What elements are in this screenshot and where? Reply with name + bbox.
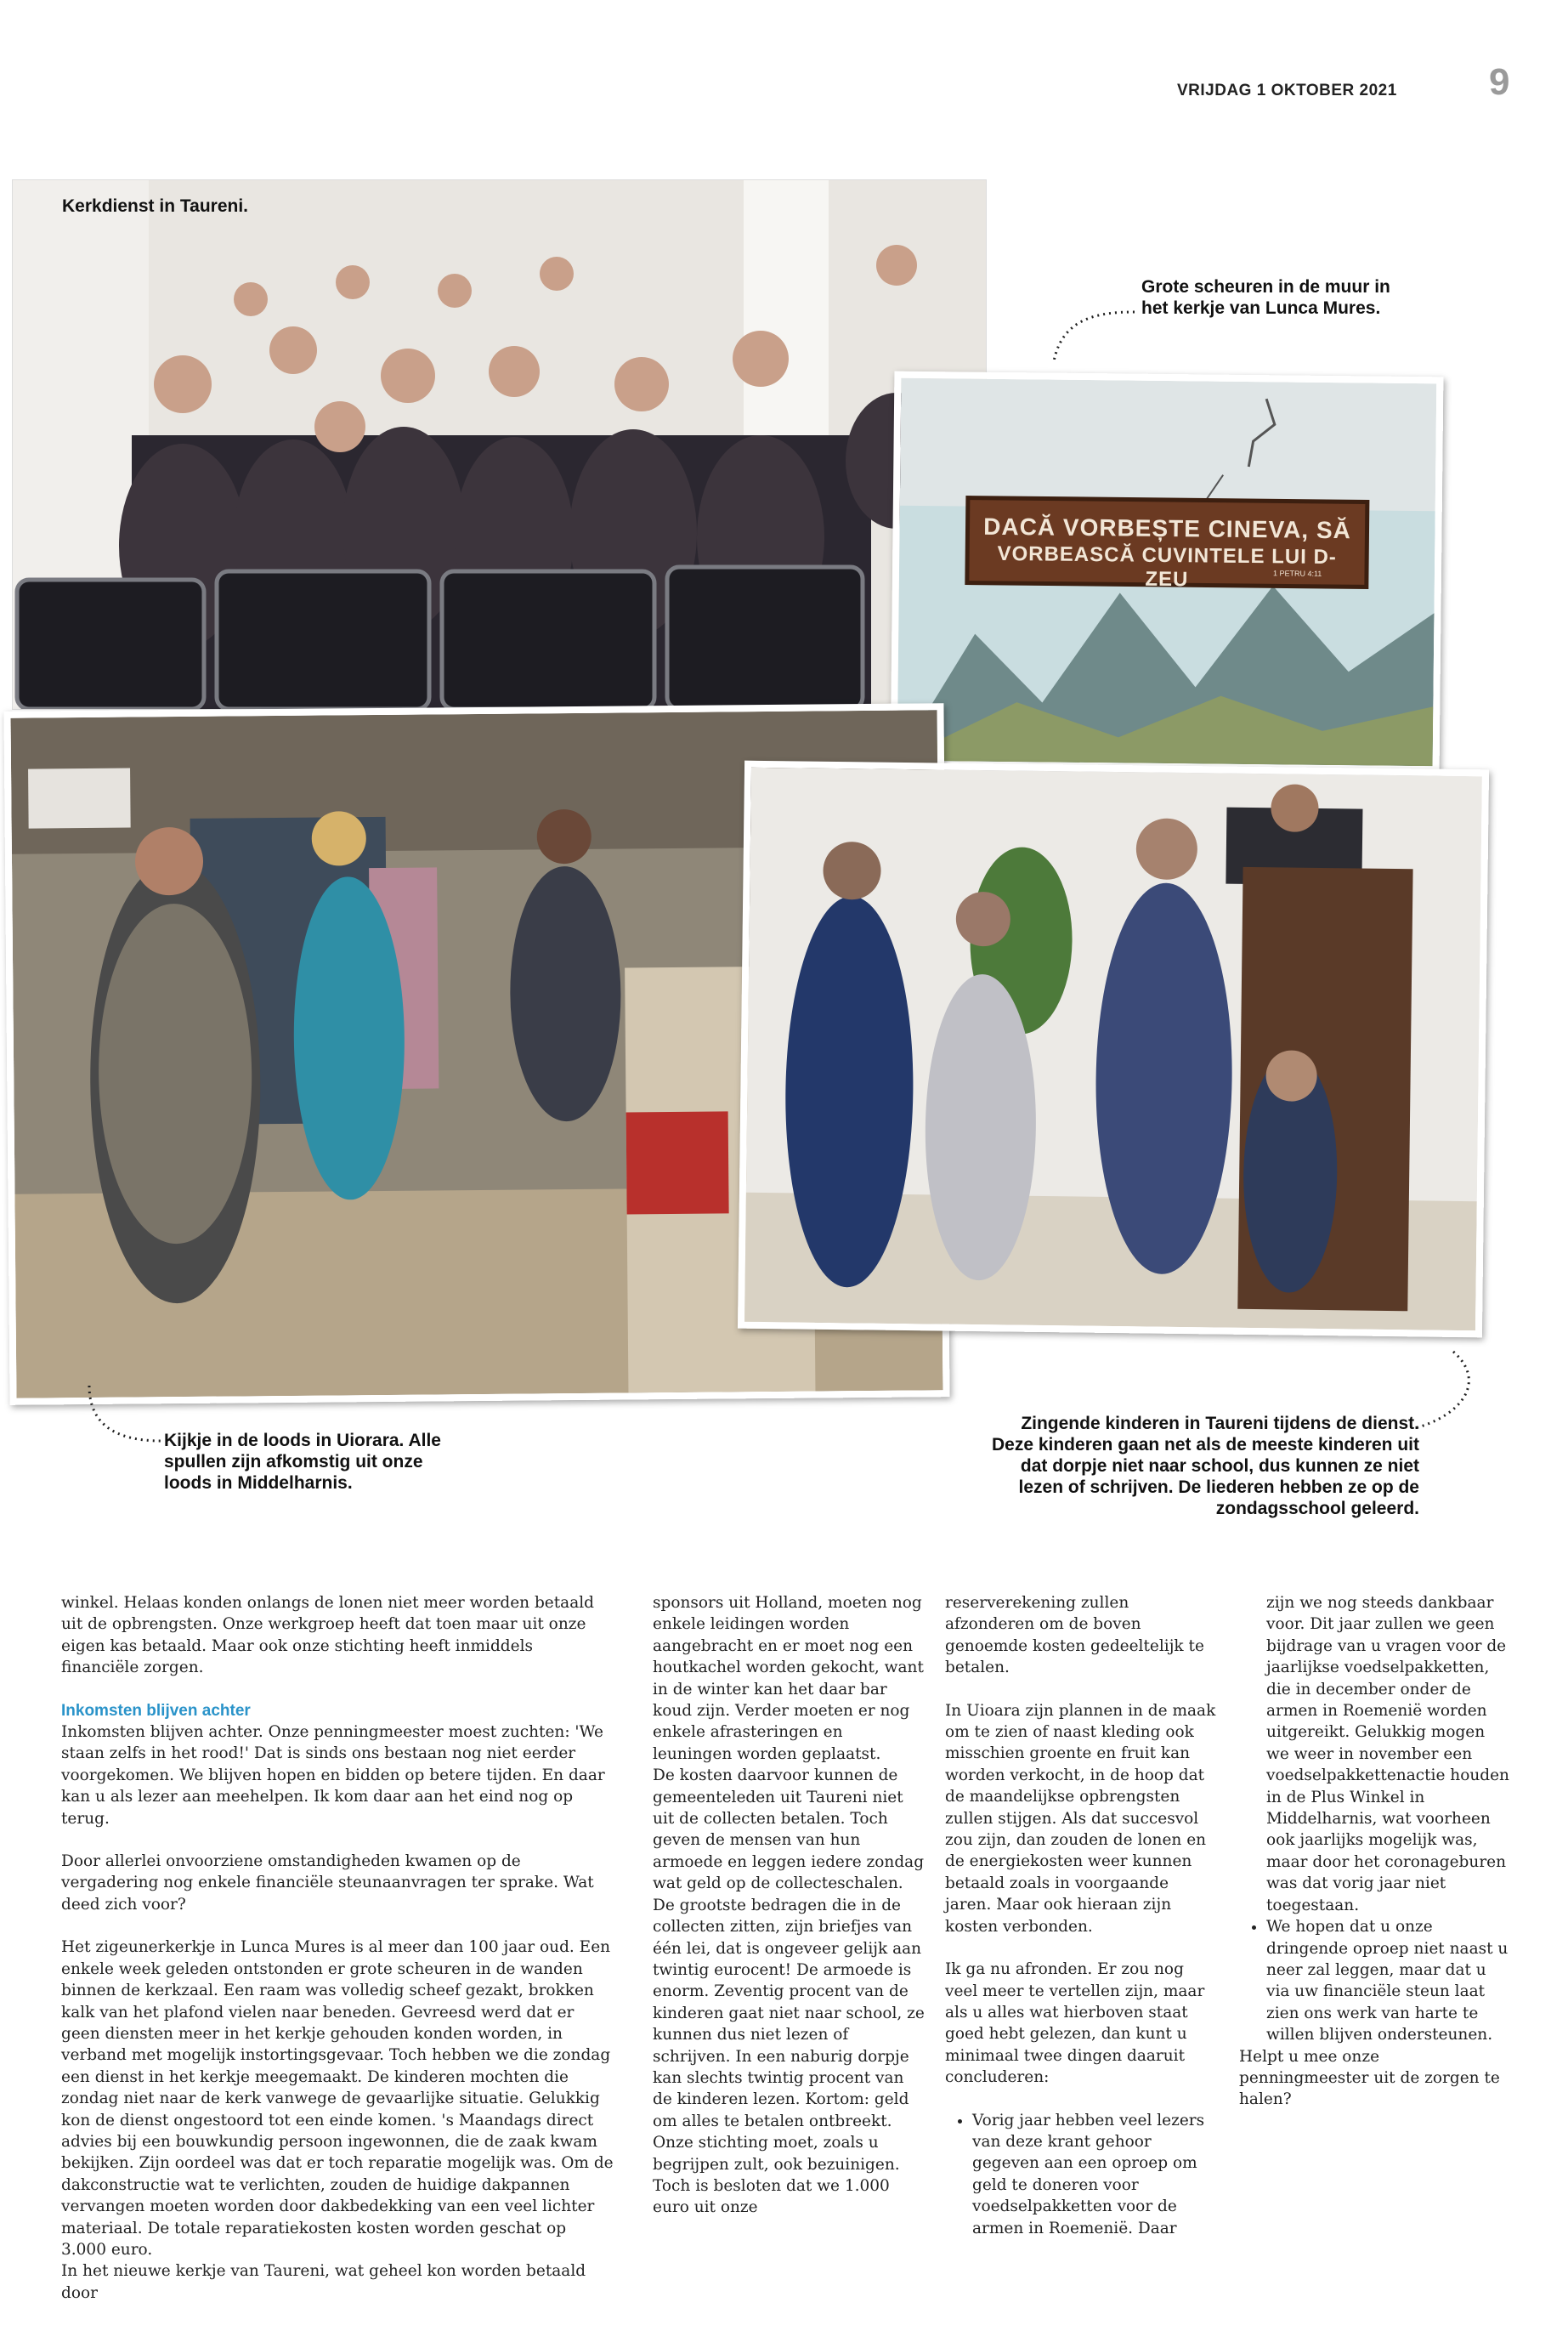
- banner-line-1: DACĂ VORBEȘTE CINEVA, SĂ: [983, 513, 1352, 544]
- article-closing: Helpt u mee onze penningmeester uit de zorgen te halen?: [1239, 2047, 1500, 2109]
- article-paragraph: In het nieuwe kerkje van Taureni, wat geheel kon worden betaald door: [61, 2262, 586, 2302]
- article-subheading: Inkomsten blijven achter: [61, 1701, 251, 1720]
- article-paragraph: In Uioara zijn plannen in de maak om te zien of naast kleding ook misschien groente en fruit kan worden verkocht, in de hoop dat de maandelijkse opbrengsten zullen stijgen. Als dat succesvol zou zijn, dan zouden de lonen en de energiekosten weer kunnen betaald zoals in voorgaande jaren. Maar ook hieraan zijn kosten verbonden.: [945, 1701, 1216, 1936]
- caption-cracked-wall: Grote scheuren in de muur in het kerkje van Lunca Mures.: [1141, 277, 1390, 318]
- photo-singing-children: [738, 761, 1489, 1338]
- article-paragraph: Ik ga nu afronden. Er zou nog veel meer te vertellen zijn, maar als u alles wat hierboven staat goed hebt gelezen, dan kunt u minimaal twee dingen daaruit concluderen:: [945, 1960, 1205, 2087]
- banner-line-2: VORBEASCĂ CUVINTELE LUI D-ZEU: [997, 542, 1338, 592]
- article-paragraph: Door allerlei onvoorziene omstandigheden kwamen op de vergadering nog enkele financiële steunaanvragen ter sprake. Wat deed zich voor?: [61, 1852, 594, 1914]
- caption-pointer-singing-children: [1411, 1347, 1487, 1432]
- article-paragraph: Inkomsten blijven achter. Onze penningmeester moest zuchten: 'We staan zelfs in het rood!' Dat is sinds ons bestaan nog niet eerder voorgekomen. We blijven hopen en bidden op betere tijden. En daar kan u als lezer aan meehelpen. Ik kom daar aan het eind nog op terug.: [61, 1723, 605, 1828]
- caption-warehouse: Kijkje in de loods in Uiorara. Alle spullen zijn afkomstig uit onze loods in Middelharnis.: [164, 1431, 441, 1493]
- article-paragraph: zijn we nog steeds dankbaar voor. Dit jaar zullen we geen bijdrage van u vragen voor de jaarlijkse voedselpakketten, die in december onder de armen in Roemenië worden uitgereikt. Gelukkig mogen we weer in november een voedselpakkettenactie houden in de Plus Winkel in Middelharnis, wat voorheen ook jaarlijks mogelijk was, maar door het coronageburen was dat vorig jaar niet toegestaan.: [1266, 1594, 1509, 1914]
- article-paragraph: winkel. Helaas konden onlangs de lonen niet meer worden betaald uit de opbrengsten. Onze werkgroep heeft dat toen maar uit onze eigen kas betaald. Maar ook onze stichting heeft inmiddels financiële zorgen.: [61, 1594, 595, 1677]
- caption-church-service: Kerkdienst in Taureni.: [62, 196, 248, 216]
- article-column-2: [653, 1592, 925, 2240]
- banner-reference: 1 PETRU 4:11: [1272, 569, 1322, 578]
- article-paragraph: De kosten daarvoor kunnen de gemeenteleden uit Taureni niet uit de collecten betalen. Toch geven de mensen van hun armoede en leggen iedere zondag wat geld op de collecteschalen. De grootste bedragen die in de collecten zitten, zijn briefjes van één lei, dat is ongeveer gelijk aan twintig eurocent! De armoede is enorm. Zeventig procent van de kinderen gaat niet naar school, ze kunnen dus niet lezen of schrijven. In een naburig dorpje kan slechts twintig procent van de kinderen lezen. Kortom: geld om alles te betalen ontbreekt. Onze stichting moet, zoals u begrijpen zult, ook bezuinigen. Toch is besloten dat we 1.000 euro uit onze: [653, 1766, 925, 2217]
- article-paragraph: reserverekening zullen afzonderen om de boven genoemde kosten gedeeltelijk te betalen.: [945, 1594, 1204, 1677]
- caption-pointer-warehouse: [81, 1381, 166, 1449]
- article-column-3: [945, 1592, 1217, 2260]
- page-number: 9: [1489, 61, 1510, 103]
- article-column-1: [61, 1592, 614, 2325]
- caption-singing-children: Zingende kinderen in Taureni tijdens de dienst. Deze kinderen gaan net als de meeste kinderen uit dat dorpje niet naar school, dus kunnen ze niet lezen of schrijven. De liederen hebben ze op de zondagsschool geleerd.: [991, 1414, 1419, 1518]
- article-bullet: • We hopen dat u onze dringende oproep niet naast u neer zal leggen, maar dat u via uw financiële steun laat zien ons werk van harte te willen blijven ondersteunen.: [1266, 1916, 1511, 2045]
- article-paragraph: Het zigeunerkerkje in Lunca Mures is al meer dan 100 jaar oud. Een enkele week geleden ontstonden er grote scheuren in de wanden binnen de kerkzaal. Een raam was volledig scheef gezakt, brokken kalk van het plafond vielen naar beneden. Gevreesd werd dat er geen diensten meer in het kerkje gehouden konden worden, in verband met mogelijk instortingsgevaar. Toch hebben we die zondag een dienst in het kerkje meegemaakt. De kinderen mochten die zondag niet naar de kerk vanwege de gevaarlijke situatie. Gelukkig kon de dienst ongestoord tot een einde komen. 's Maandags direct advies bij een bouwkundig persoon ingewonnen, die de zaak kwam bekijken. Zijn oordeel was dat er toch reparatie mogelijk was. Om de dakconstructie wat te verlichten, zouden de huidige dakpannen vervangen moeten worden door dakbedekking van een veel lichter materiaal. De totale reparatiekosten kosten worden geschat op 3.000 euro.: [61, 1938, 614, 2259]
- article-column-4: [1239, 1592, 1511, 2132]
- photo-church-service: [13, 180, 986, 709]
- caption-pointer-cracked-wall: [1045, 302, 1139, 370]
- article-paragraph: sponsors uit Holland, moeten nog enkele leidingen worden aangebracht en er moet nog een houtkachel worden gekocht, want in de winter kan het daar bar koud zijn. Verder moeten er nog enkele afrasteringen en leuningen worden geplaatst.: [653, 1594, 924, 1763]
- article-bullet: • Vorig jaar hebben veel lezers van deze krant gehoor gegeven aan een oproep om geld te doneren voor voedselpakketten voor de armen in Roemenië. Daar: [972, 2110, 1217, 2239]
- photo-cracked-wall: [891, 371, 1444, 774]
- issue-date: VRIJDAG 1 OKTOBER 2021: [1177, 82, 1397, 99]
